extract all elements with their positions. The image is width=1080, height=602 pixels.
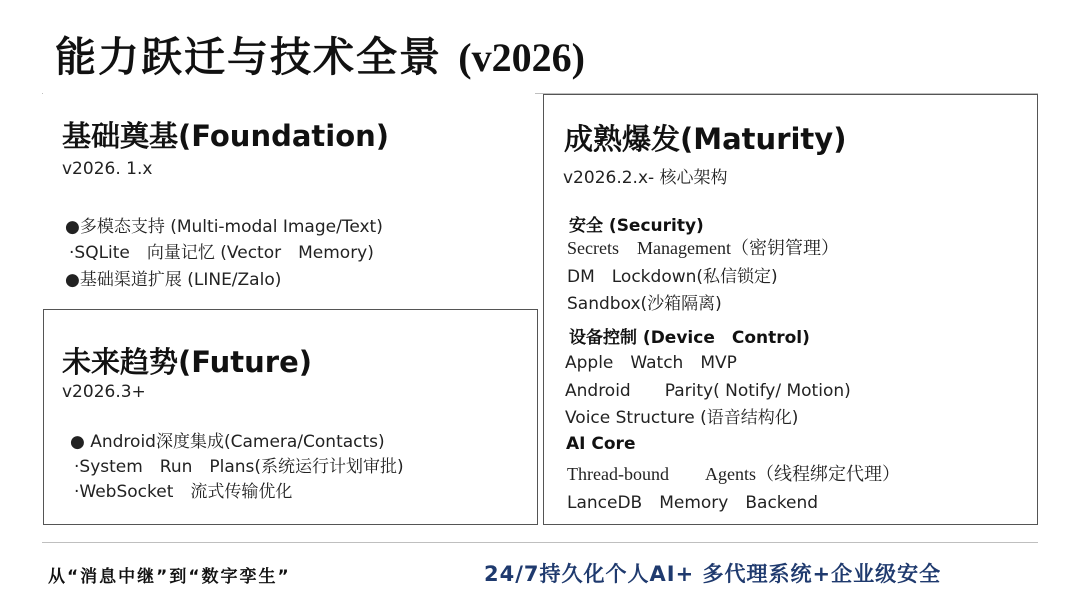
page-title-version: (v2026): [458, 35, 585, 80]
foundation-panel: [43, 93, 535, 307]
maturity-heading: 成熟爆发(Maturity): [564, 122, 847, 156]
security-item: DM Lockdown(私信锁定): [567, 267, 778, 287]
ai-core-heading: AI Core: [566, 434, 636, 454]
future-item: ● Android深度集成(Camera/Contacts): [70, 432, 385, 452]
ai-core-item: Thread-bound Agents（线程绑定代理）: [567, 464, 900, 484]
device-heading: 设备控制 (Device Control): [569, 328, 810, 348]
device-item: Android Parity( Notify/ Motion): [565, 381, 851, 401]
footer-summary: 24/7持久化个人AI+ 多代理系统+企业级安全: [484, 562, 942, 586]
future-item: ·WebSocket 流式传输优化: [74, 482, 293, 502]
foundation-heading: 基础奠基(Foundation): [62, 119, 390, 153]
foundation-version: v2026. 1.x: [62, 159, 153, 179]
security-item: Sandbox(沙箱隔离): [567, 294, 722, 314]
future-panel: [43, 309, 538, 525]
foundation-item: ●多模态支持 (Multi-modal Image/Text): [65, 217, 383, 237]
page-title: [55, 24, 585, 83]
page-title-main: 能力跃迁与技术全景: [55, 33, 442, 81]
future-heading: 未来趋势(Future): [62, 345, 312, 379]
footer-tagline: 从“消息中继”到“数字孪生”: [48, 567, 291, 587]
device-item: Voice Structure (语音结构化): [565, 408, 799, 428]
maturity-panel: [543, 94, 1038, 525]
ai-core-item: LanceDB Memory Backend: [567, 493, 819, 513]
security-item: Secrets Management（密钥管理）: [567, 238, 839, 258]
future-version: v2026.3+: [62, 382, 146, 402]
foundation-item: ●基础渠道扩展 (LINE/Zalo): [65, 270, 282, 290]
bottom-divider: [42, 542, 1038, 543]
maturity-version: v2026.2.x- 核心架构: [563, 168, 728, 188]
foundation-item: ·SQLite 向量记忆 (Vector Memory): [69, 243, 374, 263]
device-item: Apple Watch MVP: [565, 353, 737, 373]
security-heading: 安全 (Security): [569, 216, 704, 236]
future-item: ·System Run Plans(系统运行计划审批): [74, 457, 404, 477]
